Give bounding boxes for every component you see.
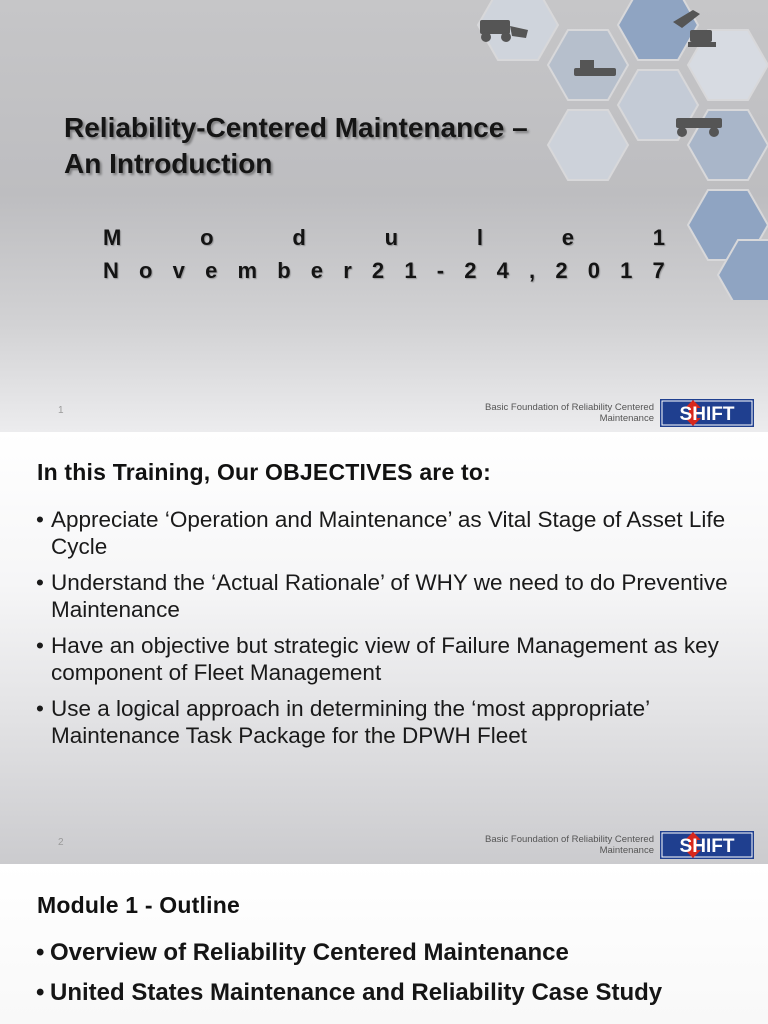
date-char: 7 (652, 258, 665, 283)
module-label (103, 225, 665, 251)
date-char: o (139, 258, 153, 283)
list-item: • United States Maintenance and Reliability Case Study (36, 979, 663, 1006)
title-slide (0, 0, 768, 432)
list-item: • Understand the ‘Actual Rationale’ of WHY we need to do Preventive Maintenance (36, 570, 728, 622)
module-char: 1 (652, 225, 665, 250)
grader-icon (676, 118, 722, 128)
shift-logo (660, 831, 754, 859)
outline-list (36, 938, 746, 1018)
date-char: 2 (555, 258, 568, 283)
logo-text: SHIFT (679, 404, 735, 425)
footer-line-1: Basic Foundation of Reliability Centered (485, 402, 654, 413)
objectives-list (36, 506, 746, 758)
objectives-heading: In this Training, Our OBJECTIVES are to: (37, 459, 492, 485)
date-char: , (529, 258, 536, 283)
list-item: • Appreciate ‘Operation and Maintenance’ as Vital Stage of Asset Life Cycle (36, 507, 726, 559)
title-line-2: An Introduction (64, 148, 273, 179)
list-item: • Have an objective but strategic view of Failure Management as key component of Fleet Management (36, 633, 719, 685)
shift-logo (660, 399, 754, 427)
outline-heading: Module 1 - Outline (37, 892, 240, 918)
module-char: d (292, 225, 306, 250)
page-number: 1 (58, 405, 64, 416)
bullet-icon: • (36, 696, 44, 721)
excavator-icon (690, 30, 712, 42)
date-label (103, 258, 665, 284)
module-char: M (103, 225, 122, 250)
module-char: u (384, 225, 399, 250)
date-char: 0 (587, 258, 600, 283)
date-char: 4 (496, 258, 509, 283)
bullet-icon: • (36, 979, 45, 1006)
list-item: • Overview of Reliability Centered Maintenance (36, 939, 569, 966)
date-char: 2 (371, 258, 385, 283)
bullet-icon: • (36, 570, 44, 595)
bullet-icon: • (36, 507, 44, 532)
outline-slide (0, 864, 768, 1024)
date-char: e (310, 258, 324, 283)
bullet-icon: • (36, 633, 44, 658)
title-line-1: Reliability-Centered Maintenance – (64, 112, 528, 143)
date-char: 1 (620, 258, 633, 283)
paver-icon (574, 68, 616, 76)
footer-line-2: Maintenance (599, 413, 654, 424)
bullet-icon: • (36, 939, 45, 966)
date-char: N (103, 258, 119, 283)
module-char: l (476, 225, 483, 250)
list-item: • Use a logical approach in determining the ‘most appropriate’ Maintenance Task Package for the DPWH Fleet (36, 696, 650, 748)
module-char: e (561, 225, 574, 250)
logo-text: SHIFT (679, 836, 735, 857)
footer-caption (414, 834, 654, 856)
module-char: o (200, 225, 214, 250)
date-char: 2 (464, 258, 477, 283)
loader-icon (480, 20, 510, 34)
date-char: e (205, 258, 218, 283)
footer-line-1: Basic Foundation of Reliability Centered (485, 834, 654, 845)
objectives-slide (0, 432, 768, 864)
date-char: r (343, 258, 352, 283)
date-char: v (172, 258, 185, 283)
page-number: 2 (58, 837, 64, 848)
slide-title (64, 110, 528, 182)
footer-line-2: Maintenance (599, 845, 654, 856)
date-char: m (237, 258, 258, 283)
footer-caption (414, 402, 654, 424)
date-char: - (436, 258, 445, 283)
date-char: b (277, 258, 291, 283)
date-char: 1 (404, 258, 417, 283)
